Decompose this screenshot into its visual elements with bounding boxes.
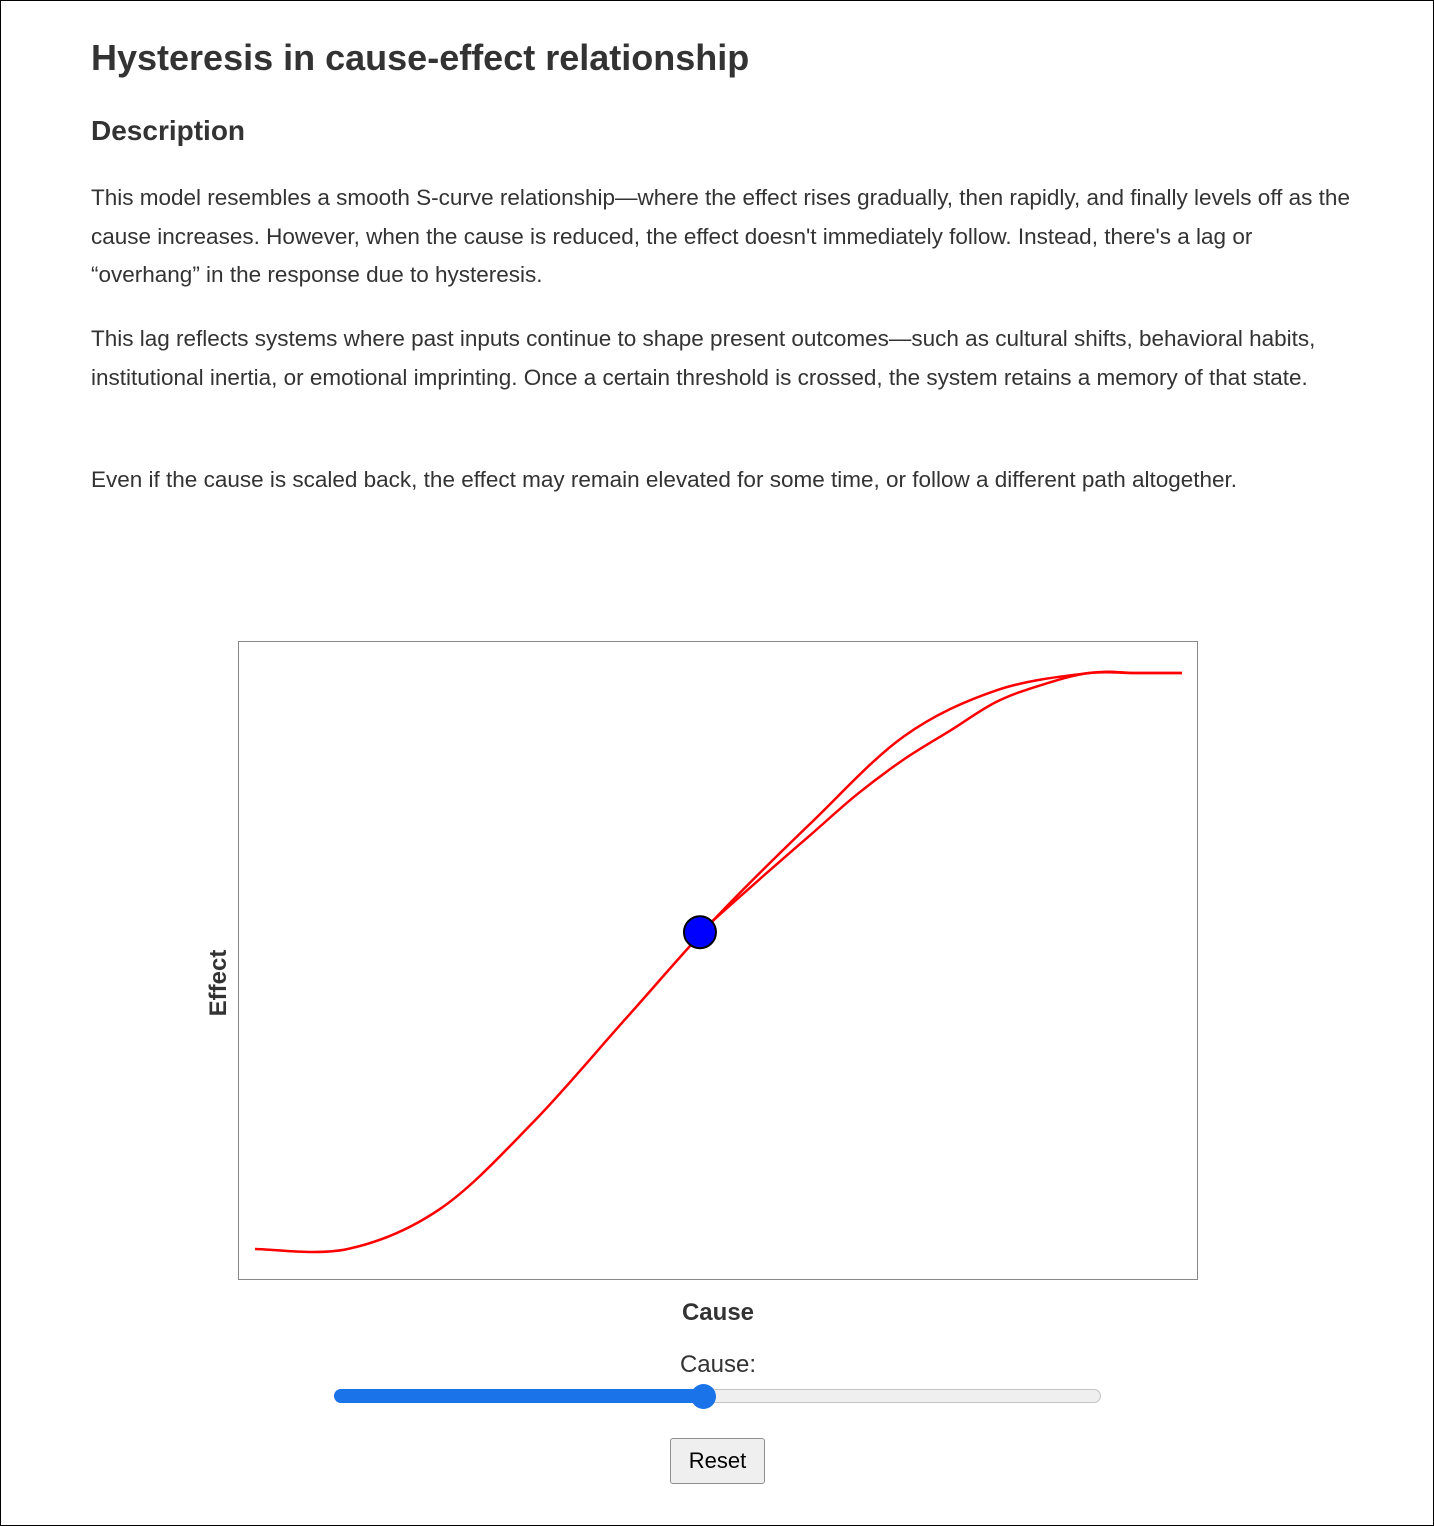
cause-slider-thumb[interactable] [691,1384,716,1409]
cause-slider-label: Cause: [679,1351,757,1378]
current-state-marker [684,916,716,948]
description-paragraph-2: This lag reflects systems where past inputs continue to shape present outcomes—such as cultural shifts, behavioral habits, institutional inertia, or emotional imprinting. Once a certain threshold is crossed, the system retains a memory of that state. [91,326,1316,390]
page-title: Hysteresis in cause-effect relationship [91,37,750,78]
chart-canvas [239,642,1197,1279]
hysteresis-chart [238,641,1198,1280]
description-paragraph-3: Even if the cause is scaled back, the effect may remain elevated for some time, or follow a different path altogether. [91,467,1238,492]
cause-slider-fill [334,1389,706,1403]
reset-button[interactable]: Reset [670,1438,765,1484]
description-paragraph-1: This model resembles a smooth S-curve relationship—where the effect rises gradually, then rapidly, and finally levels off as the cause increases. However, when the cause is reduced, the effect doesn't immediately follow. Instead, there's a lag or “overhang” in the response due to hysteresis. [91,185,1350,287]
x-axis-label: Cause [681,1299,755,1326]
y-axis-label: Effect [205,949,232,1017]
section-heading: Description [91,115,246,146]
curve-series-1 [255,672,1182,1252]
curve-series-2 [700,672,1182,932]
